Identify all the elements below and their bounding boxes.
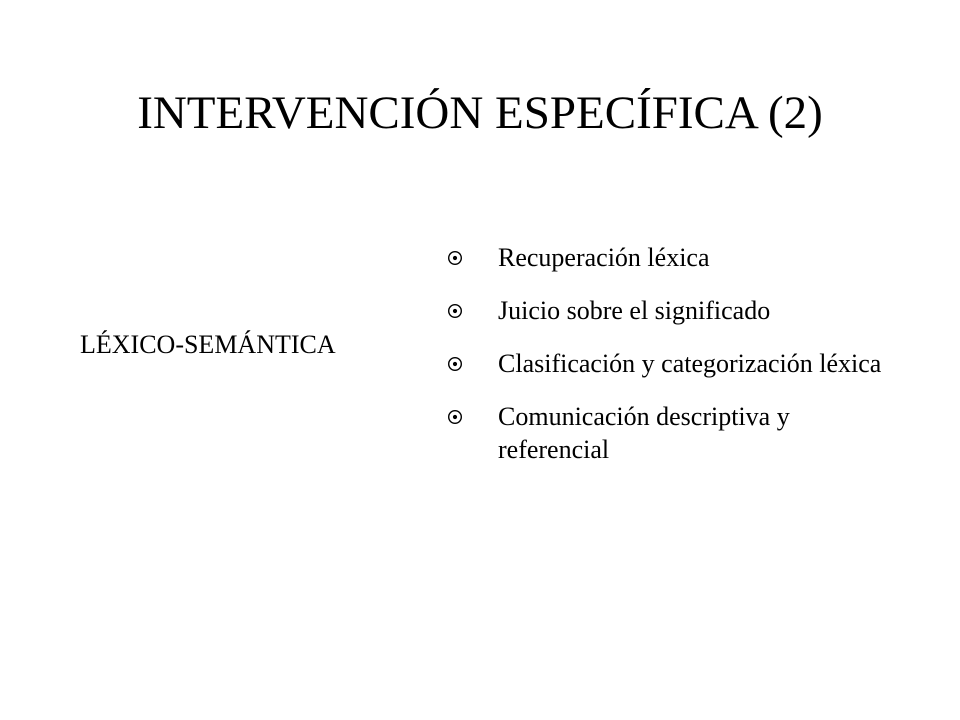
bullet-list [446, 241, 886, 466]
bullet-text: Juicio sobre el significado [498, 296, 771, 325]
bullet-item-recuperacion [446, 241, 886, 274]
bullet-text: Recuperación léxica [498, 243, 710, 272]
bullet-item-comunicacion [446, 400, 886, 466]
circled-dot-bullet-icon [446, 400, 464, 433]
category-label: LÉXICO-SEMÁNTICA [80, 330, 336, 359]
bullet-text: Clasificación y categorización léxica [498, 349, 882, 378]
bullet-item-clasificacion [446, 347, 886, 380]
slide-title: INTERVENCIÓN ESPECÍFICA (2) [137, 87, 823, 139]
bullet-text: Comunicación descriptiva y referencial [498, 402, 790, 464]
circled-dot-bullet-icon [446, 241, 464, 274]
circled-dot-bullet-icon [446, 347, 464, 380]
circled-dot-bullet-icon [446, 294, 464, 327]
bullet-item-juicio [446, 294, 886, 327]
